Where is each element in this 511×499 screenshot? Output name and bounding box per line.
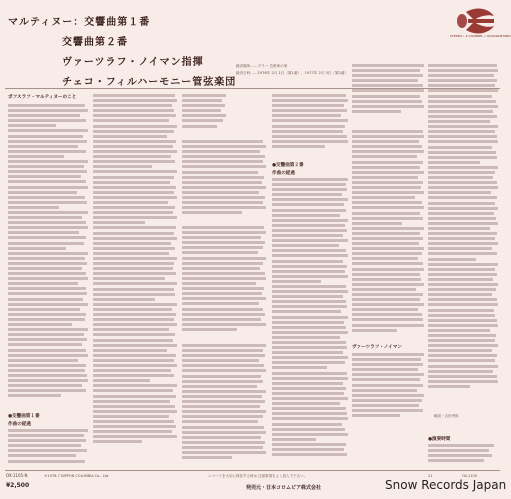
price-label: ¥2,500 <box>6 482 30 489</box>
title-line-2: 交響曲第２番 <box>62 37 128 48</box>
column-4-text <box>272 178 348 468</box>
title-line-1: マルティヌー：交響曲第１番 <box>8 17 151 28</box>
catalog-number: OX-1105-N <box>6 473 28 478</box>
symphony-1-subheading: 作曲の経過 <box>8 422 31 427</box>
care-notice: レコードを大切に保存する時は 注意事項をよく読んで下さい。 <box>208 474 308 478</box>
column-6-text <box>428 64 498 410</box>
column-1-heading: ボフスラフ・マルティヌーのこと <box>8 95 77 100</box>
column-3-text-mid <box>182 226 266 338</box>
column-4-text-top <box>272 94 348 156</box>
column-2-text <box>93 94 177 466</box>
footer-divider <box>5 470 500 471</box>
column-1-text-lower <box>8 429 88 463</box>
symphony-2-heading: ●交響曲第２番 <box>272 163 304 168</box>
column-3-text <box>182 140 266 220</box>
recording-date: 録音日時……1976年 2月 1日（第1番）、1977年 2月 3日（第2番） <box>236 71 349 75</box>
symphony-2-subheading: 作曲の経過 <box>272 171 295 176</box>
maker-label: 発売元・日本コロムビア株式会社 <box>246 485 322 491</box>
page-number: 21 <box>428 474 433 478</box>
copyright-notice: ℗1976-7 NIPPON COLUMBIA Co., Ltd. <box>44 474 110 478</box>
supraphon-logo-icon <box>454 6 498 36</box>
symphony-1-heading: ●交響曲第１番 <box>8 414 40 419</box>
column-3-text-bottom <box>182 344 266 466</box>
logo-subtitle: STEREO • 4 CHANNEL • QUADRAPHONIC <box>450 34 511 38</box>
watermark-text: Snow Records Japan <box>385 478 507 492</box>
performance-time-text <box>428 444 494 466</box>
column-1-text <box>8 104 88 404</box>
recording-place: 録音場所……プラハ 芸術家の家 <box>236 64 288 68</box>
conductor-heading: ヴァーツラフ・ノイマン <box>352 345 402 350</box>
commentary-credit: 解説・吉田秀和 <box>434 414 459 418</box>
column-3-text-top <box>182 94 226 134</box>
conductor-line: ヴァーツラフ・ノイマン指揮 <box>62 57 204 68</box>
performance-time-heading: ●演奏時間 <box>428 437 451 442</box>
column-5-text <box>352 130 424 340</box>
header-divider <box>5 88 500 89</box>
product-code: OX-1105 <box>462 474 477 478</box>
orchestra-line: チェコ・フィルハーモニー管弦楽団 <box>62 77 237 88</box>
column-5-text-top <box>352 64 424 124</box>
column-5-text-lower <box>352 353 424 423</box>
